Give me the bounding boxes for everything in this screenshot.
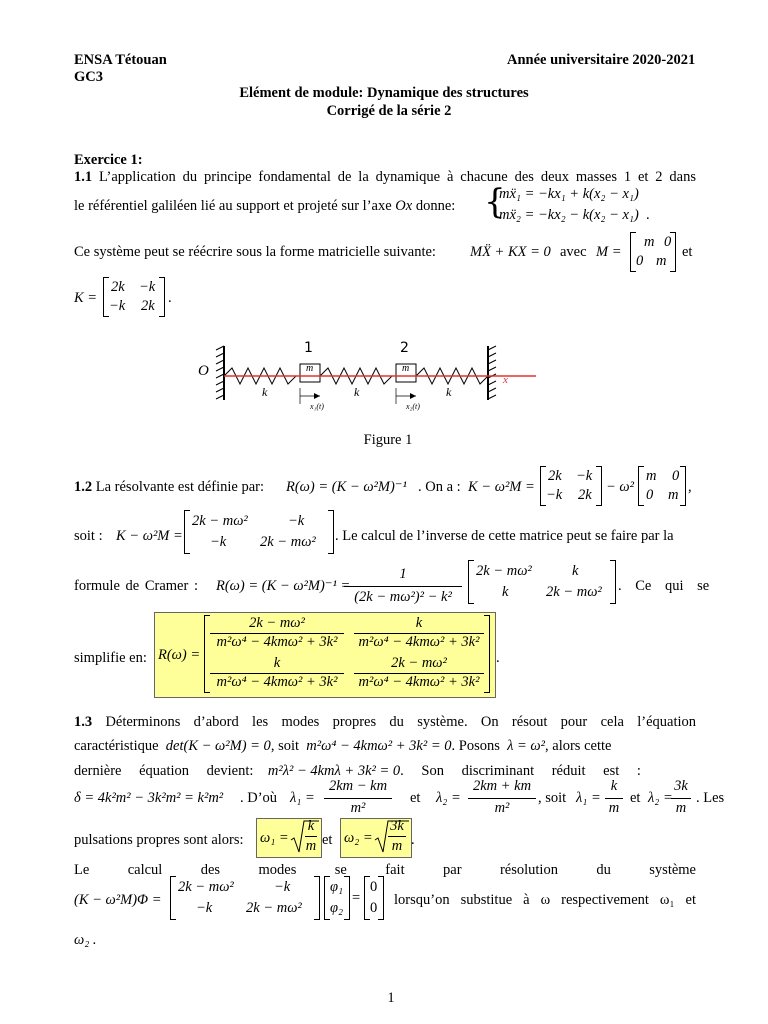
omega2-end: ω₂ . (74, 932, 97, 948)
p13-line2 (74, 738, 611, 755)
B-cell: k (502, 584, 509, 600)
R21-num: k (273, 655, 281, 671)
M-cell: 0 (664, 234, 672, 250)
omega1-bar (305, 836, 317, 837)
eq-mass2: mẍ₂ = −kx₂ − k(x₂ − x₁) (499, 207, 639, 223)
cramer-text: formule de Cramer : (74, 578, 198, 594)
simplifie-text: simplifie en: (74, 650, 147, 666)
omega2-bar (388, 836, 406, 837)
K-cell: −k (139, 279, 156, 295)
soit-text-2: , soit (270, 738, 300, 754)
posons-text: . Posons (451, 738, 500, 754)
period: . (646, 207, 650, 223)
academic-year: Année universitaire 2020-2021 (507, 52, 696, 68)
comma: , (688, 479, 692, 495)
pulsations-text: pulsations propres sont alors: (74, 832, 244, 848)
B-cell: 2k − mω² (476, 563, 532, 579)
p13-line1 (74, 714, 696, 731)
page-number: 1 (387, 990, 395, 1006)
A-cell: 2k − mω² (246, 900, 302, 916)
figure-origin: O (198, 363, 209, 379)
matrix-B (468, 560, 616, 604)
lambda2s-bar (671, 798, 691, 799)
A-cell: −k (196, 900, 213, 916)
M-cell: m (656, 253, 667, 269)
matrix-M-2 (638, 466, 686, 506)
lambda2-bar (468, 798, 536, 799)
M-cell: 0 (672, 468, 680, 484)
omega1-num: k (307, 818, 315, 834)
lambda2-num: 2km + km (472, 778, 532, 794)
phi1: φ₁ (330, 879, 344, 895)
les-text: . Les (696, 790, 725, 806)
mass2-number: 2 (400, 340, 409, 356)
K-cell: −k (109, 298, 126, 314)
cramer-frac-bar (344, 586, 462, 587)
spring3-label: k (446, 385, 452, 399)
minus-omega2: − ω² (606, 479, 634, 495)
lambda2s-num: 3k (674, 778, 688, 794)
omega2-den: m (391, 838, 403, 854)
M-label: M = (596, 244, 622, 260)
omega2-num: 3k (390, 818, 404, 834)
p12-number: 1.2 (74, 479, 93, 495)
matrix-A (184, 510, 334, 554)
p13-line1-text: Déterminons d’abord les modes propres du système. On résout pour cela l’équation (105, 714, 697, 730)
et-text-3: et (630, 790, 641, 806)
disp1-label: x₁(t) (310, 402, 324, 411)
omega1-label: ω₁ = (260, 830, 289, 846)
M-cell: m (644, 234, 655, 250)
discriminant-text: . Son discriminant réduit est : (400, 763, 641, 779)
K-minus-w2M-2: K − ω²M = (116, 528, 183, 544)
A-cell: −k (210, 534, 227, 550)
p11-line2-text: le référentiel galiléen lié au support et projeté sur l’axe (74, 198, 392, 214)
x-axis-label: x (503, 374, 508, 386)
mass2-label: m (402, 363, 410, 374)
figure-caption: Figure 1 (363, 432, 413, 448)
dou-text: . D’où (240, 790, 278, 806)
phi-vector (324, 876, 350, 920)
R11-den: m²ω⁴ − 4kmω² + 3k² (216, 634, 338, 650)
A-cell: 2k − mω² (260, 534, 316, 550)
eq-matrix-form: MẌ + KX = 0 (470, 244, 551, 260)
matrix-K-2 (540, 466, 602, 506)
lambda1s-bar (605, 798, 623, 799)
char-equation: m²ω⁴ − 4kmω² + 3k² = 0 (306, 738, 452, 754)
R22-num: 2k − mω² (391, 655, 447, 671)
eq-mass1: mẍ₁ = −kx₁ + k(x₂ − x₁) (499, 186, 639, 202)
donne-text: donne: (415, 198, 456, 214)
avec-text: avec (560, 244, 587, 260)
matrix-M (630, 232, 676, 272)
substitue-text: lorsqu’on substitue à ω respectivement ω₁ et (394, 892, 696, 908)
resolvent-def: R(ω) = (K − ω²M)⁻¹ (286, 479, 407, 495)
p12-intro (74, 479, 264, 496)
R-label: R(ω) = (158, 647, 201, 663)
B-cell: k (572, 563, 579, 579)
M-cell: 0 (636, 253, 644, 269)
lambda2-label: λ₂ = (436, 790, 461, 806)
det-equation: det(K − ω²M) = 0 (165, 738, 271, 754)
omega2-label: ω₂ = (344, 830, 373, 846)
period: . (168, 290, 172, 306)
lambda-equation: m²λ² − 4kmλ + 3k² = 0 (267, 763, 401, 779)
K-label: K = (74, 290, 98, 306)
lambda1-den: m² (350, 800, 366, 816)
R11-num: 2k − mω² (249, 615, 305, 631)
phi2: φ₂ (330, 900, 344, 916)
matrix-A-2 (170, 876, 320, 920)
le-calcul-text: Le calcul des modes se fait par résolution du système (74, 862, 696, 878)
zero-vector (364, 876, 384, 920)
equals-sign: = (352, 890, 361, 906)
p12-text: La résolvante est définie par: (95, 479, 265, 495)
cramer-frac-num: 1 (399, 566, 407, 582)
exercise-title: Exercice 1: (74, 152, 143, 168)
lambda1s-label: λ₁ = (576, 790, 601, 806)
K-cell: 2k (111, 279, 125, 295)
p13-number: 1.3 (74, 714, 93, 730)
page-subtitle: Corrigé de la série 2 (326, 103, 452, 119)
delta-equation: δ = 4k²m² − 3k²m² = k²m² (74, 790, 224, 806)
zero-2: 0 (370, 900, 378, 916)
A-cell: −k (288, 513, 305, 529)
lambda2s-den: m (675, 800, 687, 816)
M-cell: m (668, 487, 679, 503)
group-label: GC3 (74, 69, 103, 85)
B-cell: 2k − mω² (546, 584, 602, 600)
lambda1s-num: k (610, 778, 618, 794)
M-cell: m (646, 468, 657, 484)
lambda1-num: 2km − km (328, 778, 388, 794)
p11-text: L’application du principe fondamental de la dynamique à chacune des deux masses 1 et 2 dans (99, 169, 696, 185)
et-text: et (682, 244, 693, 260)
et-text-2: et (410, 790, 421, 806)
on-a-text: . On a : (418, 479, 461, 495)
omega1-den: m (305, 838, 317, 854)
alors-text: , alors cette (545, 738, 612, 754)
K-cell: 2k (578, 487, 592, 503)
lambda2s-label: λ₂ = (648, 790, 673, 806)
R12-num: k (415, 615, 423, 631)
spring2-label: k (354, 385, 360, 399)
disp2-label: x₂(t) (406, 402, 420, 411)
et-text-4: et (322, 832, 333, 848)
A-cell: −k (274, 879, 291, 895)
soit-text-3: , soit (538, 790, 567, 806)
soit-text: soit : (74, 528, 103, 544)
system-brace: { (484, 182, 506, 222)
K-cell: 2k (548, 468, 562, 484)
K-minus-w2M: K − ω²M = (468, 479, 535, 495)
p11-number: 1.1 (74, 169, 93, 185)
R22-den: m²ω⁴ − 4kmω² + 3k² (358, 674, 480, 690)
period: . (411, 832, 415, 848)
matrix-K (103, 277, 165, 317)
p11-line2 (74, 198, 455, 215)
mass1-number: 1 (304, 340, 313, 356)
axis-ox: Ox (395, 198, 413, 214)
derniere-text: dernière équation devient: (74, 763, 254, 779)
lambda2-den: m² (494, 800, 510, 816)
R-cramer: R(ω) = (K − ω²M)⁻¹ = (216, 578, 351, 594)
cramer-frac-den: (2k − mω²)² − k² (354, 589, 452, 605)
spring-mass-figure (196, 338, 556, 418)
R12-den: m²ω⁴ − 4kmω² + 3k² (358, 634, 480, 650)
lambda-def: λ = ω² (507, 738, 546, 754)
M-cell: 0 (646, 487, 654, 503)
caracteristique-text: caractéristique (74, 738, 159, 754)
R21-den: m²ω⁴ − 4kmω² + 3k² (216, 674, 338, 690)
mass1-label: m (306, 363, 314, 374)
p11-line1 (74, 169, 696, 186)
A-cell: 2k − mω² (178, 879, 234, 895)
lambda1-bar (324, 798, 392, 799)
ce-qui-se: . Ce qui se (618, 578, 710, 594)
K-cell: −k (576, 468, 593, 484)
system-lhs: (K − ω²M)Φ = (74, 892, 162, 908)
A-cell: 2k − mω² (192, 513, 248, 529)
lambda1-label: λ₁ = (290, 790, 315, 806)
school-name: ENSA Tétouan (74, 52, 167, 68)
K-cell: 2k (141, 298, 155, 314)
zero-1: 0 (370, 879, 378, 895)
period: . (496, 650, 500, 666)
spring1-label: k (262, 385, 268, 399)
resolvent-matrix (204, 615, 490, 693)
lambda1s-den: m (608, 800, 620, 816)
module-title: Elément de module: Dynamique des structures (239, 85, 529, 101)
p11-line3: Ce système peut se réécrire sous la forme matricielle suivante: (74, 244, 436, 260)
K-cell: −k (546, 487, 563, 503)
inverse-text: . Le calcul de l’inverse de cette matrice peut se faire par la (335, 528, 674, 544)
